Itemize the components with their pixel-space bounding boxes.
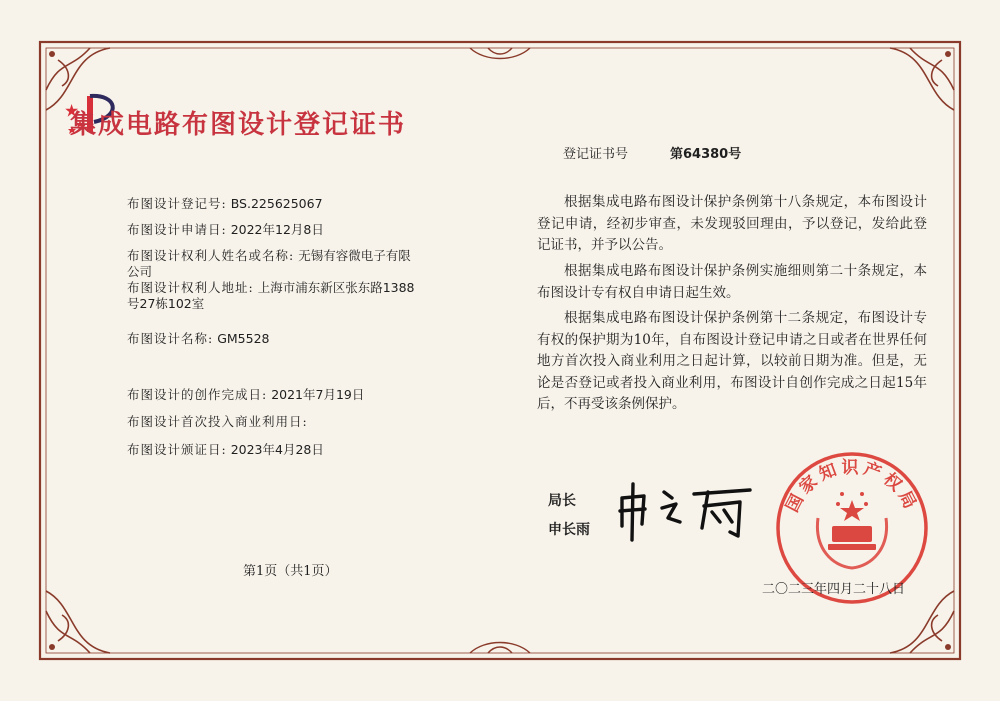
director-name: 申长雨 <box>548 522 590 538</box>
field-registration-number <box>127 194 323 212</box>
field-owner-address-cont: 号27栋102室 <box>127 296 205 311</box>
issue-date: 二〇二三年四月二十八日 <box>762 582 906 597</box>
field-creation-date <box>127 385 364 403</box>
field-label: 布图设计颁证日: <box>127 442 227 457</box>
cert-number-value: 第64380号 <box>670 147 742 162</box>
field-first-commercial-use <box>127 412 308 430</box>
cert-number-label: 登记证书号 <box>563 147 629 162</box>
field-issue-date <box>127 440 324 458</box>
field-value: BS.225625067 <box>230 196 323 211</box>
field-label: 布图设计申请日: <box>127 222 227 237</box>
field-application-date <box>127 220 324 238</box>
field-label: 布图设计登记号: <box>127 196 227 211</box>
field-label: 布图设计权利人地址: <box>127 280 254 295</box>
field-value: 无锡有容微电子有限 <box>298 248 411 263</box>
page-number: 第1页（共1页） <box>243 564 338 579</box>
certificate-title: 集成电路布图设计登记证书 <box>70 110 407 140</box>
field-design-name <box>127 329 270 347</box>
field-owner-name-cont: 公司 <box>127 264 153 279</box>
director-title: 局长 <box>548 493 576 509</box>
seal-text: 国家知识产权局 <box>782 457 922 516</box>
legal-paragraph-2: 根据集成电路布图设计保护条例实施细则第二十条规定，本布图设计专有权自申请日起生效。 <box>537 263 927 301</box>
legal-paragraph-3: 根据集成电路布图设计保护条例第十二条规定，布图设计专有权的保护期为10年，自布图设计登记申请之日或者在世界任何地方首次投入商业利用之日起计算，以较前日期为准。但是，无论是否登记或者投入商业利用，布图设计自创作完成之日起15年后，不再受该条例保护。 <box>537 310 927 412</box>
field-value: 2023年4月28日 <box>230 442 324 457</box>
legal-paragraph-1: 根据集成电路布图设计保护条例第十八条规定，本布图设计登记申请，经初步审查，未发现驳回理由，予以登记，发给此登记证书，并予以公告。 <box>537 194 927 253</box>
field-value: 上海市浦东新区张东路1388 <box>257 280 415 295</box>
field-value: 2021年7月19日 <box>271 387 365 402</box>
field-label: 布图设计权利人姓名或名称: <box>127 248 295 263</box>
field-owner-name <box>127 246 411 264</box>
field-value: 2022年12月8日 <box>230 222 324 237</box>
field-label: 布图设计名称: <box>127 331 214 346</box>
field-label: 布图设计的创作完成日: <box>127 387 268 402</box>
field-value: GM5528 <box>217 331 270 346</box>
field-label: 布图设计首次投入商业利用日: <box>127 414 308 429</box>
director-signature <box>612 478 762 548</box>
